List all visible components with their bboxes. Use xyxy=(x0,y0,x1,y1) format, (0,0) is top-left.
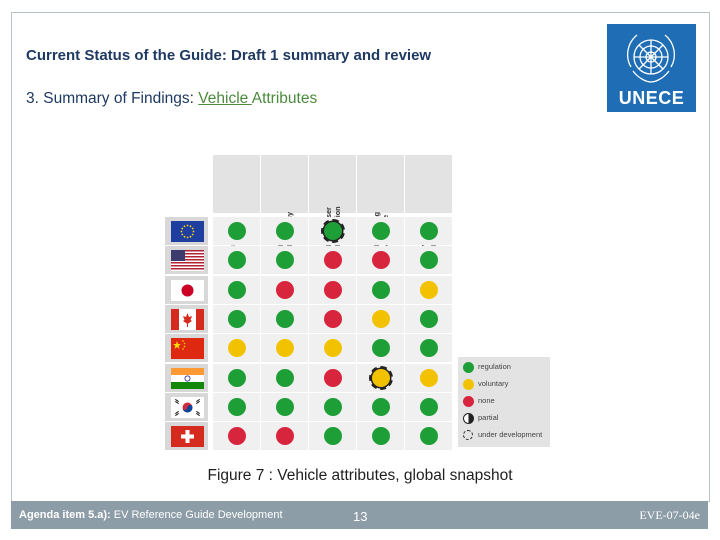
status-dot-regulation xyxy=(420,398,438,416)
status-cell xyxy=(309,393,356,421)
status-cell xyxy=(213,246,260,274)
slide-subtitle xyxy=(26,90,317,108)
status-cell xyxy=(405,334,452,362)
india-flag xyxy=(171,368,204,389)
status-cell xyxy=(261,276,308,304)
status-cell xyxy=(357,422,404,450)
status-cell xyxy=(357,246,404,274)
status-dot-voluntary xyxy=(420,369,438,387)
canada-flag xyxy=(171,309,204,330)
status-dot-voluntary xyxy=(372,310,390,328)
status-dot-none xyxy=(276,281,294,299)
status-dot-none xyxy=(324,310,342,328)
status-dot-regulation xyxy=(372,339,390,357)
legend-dot xyxy=(463,379,474,390)
status-cell xyxy=(213,364,260,392)
status-dot-regulation xyxy=(372,427,390,445)
status-dot-none xyxy=(324,251,342,269)
status-cell xyxy=(357,305,404,333)
status-cell xyxy=(261,305,308,333)
status-dot-voluntary xyxy=(324,339,342,357)
status-cell xyxy=(357,217,404,245)
legend-dot xyxy=(463,396,474,407)
status-dot-voluntary xyxy=(228,339,246,357)
china-flag xyxy=(171,338,204,359)
subtitle-rest: Attributes xyxy=(251,90,318,107)
legend-dot xyxy=(463,362,474,373)
status-cell xyxy=(213,305,260,333)
status-cell xyxy=(213,422,260,450)
status-dot-regulation xyxy=(420,310,438,328)
status-dot-regulation xyxy=(372,398,390,416)
status-dot-regulation xyxy=(228,222,246,240)
column-header xyxy=(261,155,308,213)
status-cell xyxy=(309,217,356,245)
status-dot-regulation xyxy=(276,222,294,240)
status-dot-none xyxy=(372,251,390,269)
status-cell xyxy=(405,305,452,333)
column-header xyxy=(357,155,404,213)
flag-cell xyxy=(165,364,208,392)
status-cell xyxy=(309,276,356,304)
status-dot-regulation xyxy=(228,281,246,299)
status-dot-regulation xyxy=(228,398,246,416)
footer-agenda xyxy=(19,509,283,521)
switzerland-flag xyxy=(171,426,204,447)
legend-label: partial xyxy=(478,413,499,422)
status-dot-none xyxy=(324,369,342,387)
status-dot-regulation xyxy=(420,222,438,240)
status-cell xyxy=(357,364,404,392)
status-dot-regulation xyxy=(420,251,438,269)
footer-bar xyxy=(11,501,708,529)
column-header xyxy=(213,155,260,213)
flag-cell xyxy=(165,393,208,421)
status-dot-regulation xyxy=(420,339,438,357)
status-dot-regulation xyxy=(276,310,294,328)
subtitle-link[interactable]: Vehicle xyxy=(198,90,252,107)
legend-label: regulation xyxy=(478,362,511,371)
legend xyxy=(458,357,550,447)
status-dot-none xyxy=(324,281,342,299)
partial-icon xyxy=(463,413,474,424)
status-cell xyxy=(405,246,452,274)
status-dot-none xyxy=(228,427,246,445)
status-cell xyxy=(309,246,356,274)
status-cell xyxy=(357,393,404,421)
flag-cell xyxy=(165,305,208,333)
logo-text: UNECE xyxy=(618,88,685,108)
status-dot-voluntary xyxy=(276,339,294,357)
slide-title: Current Status of the Guide: Draft 1 summary and review xyxy=(26,47,432,64)
status-cell xyxy=(261,364,308,392)
agenda-label: Agenda item 5.a): xyxy=(19,509,111,521)
flag-cell xyxy=(165,334,208,362)
status-dot-none xyxy=(276,427,294,445)
status-dot-regulation xyxy=(228,369,246,387)
status-cell xyxy=(405,393,452,421)
status-cell xyxy=(357,276,404,304)
status-dot-regulation xyxy=(276,398,294,416)
status-cell xyxy=(213,217,260,245)
status-dot-regulation xyxy=(420,427,438,445)
status-cell xyxy=(261,246,308,274)
status-cell xyxy=(261,334,308,362)
status-cell xyxy=(213,334,260,362)
japan-flag xyxy=(171,280,204,301)
un-emblem-icon xyxy=(621,27,681,87)
column-header xyxy=(405,155,452,213)
status-cell xyxy=(309,422,356,450)
status-cell xyxy=(309,334,356,362)
status-dot-regulation xyxy=(324,427,342,445)
column-header xyxy=(309,155,356,213)
status-cell xyxy=(213,276,260,304)
flag-cell xyxy=(165,217,208,245)
status-cell xyxy=(357,334,404,362)
status-dot-regulation xyxy=(276,251,294,269)
status-cell xyxy=(261,393,308,421)
figure-caption: Figure 7 : Vehicle attributes, global snapshot xyxy=(207,467,513,484)
status-cell xyxy=(213,393,260,421)
status-dot-regulation xyxy=(372,222,390,240)
status-dot-regulation xyxy=(276,369,294,387)
status-cell xyxy=(405,276,452,304)
status-dot-regulation xyxy=(324,398,342,416)
status-cell xyxy=(261,217,308,245)
under-development-icon xyxy=(463,430,473,440)
document-code: EVE-07-04e xyxy=(639,508,700,522)
status-cell xyxy=(405,217,452,245)
status-cell xyxy=(309,305,356,333)
legend-label: under development xyxy=(478,430,543,439)
flag-cell xyxy=(165,246,208,274)
status-cell xyxy=(405,364,452,392)
subtitle-prefix: 3. Summary of Findings: xyxy=(26,90,199,107)
page-number: 13 xyxy=(353,509,368,524)
status-cell xyxy=(261,422,308,450)
status-cell xyxy=(309,364,356,392)
eu-flag xyxy=(171,221,204,242)
flag-cell xyxy=(165,276,208,304)
flag-cell xyxy=(165,422,208,450)
legend-label: voluntary xyxy=(478,379,509,388)
status-dot-regulation xyxy=(372,281,390,299)
usa-flag xyxy=(171,250,204,271)
korea-flag xyxy=(171,397,204,418)
agenda-text: EV Reference Guide Development xyxy=(110,509,283,521)
legend-label: none xyxy=(478,396,495,405)
status-dot-regulation xyxy=(228,310,246,328)
status-dot-under-development-regulation xyxy=(324,222,342,240)
status-dot-under-development-voluntary xyxy=(372,369,390,387)
status-dot-voluntary xyxy=(420,281,438,299)
unece-logo xyxy=(607,24,696,112)
status-cell xyxy=(405,422,452,450)
status-dot-regulation xyxy=(228,251,246,269)
